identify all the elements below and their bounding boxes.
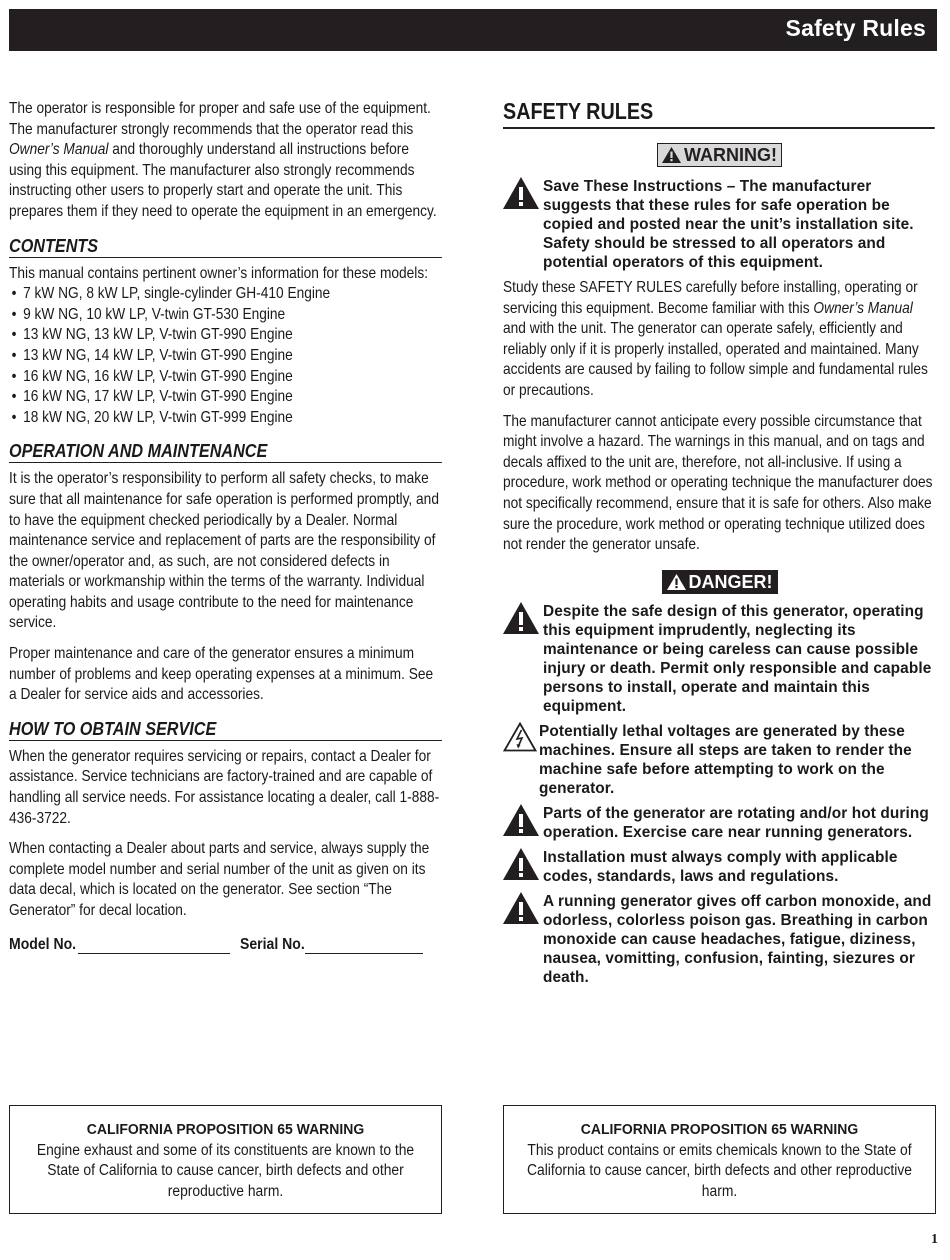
prop65-title: CALIFORNIA PROPOSITION 65 WARNING — [580, 1121, 859, 1138]
model-list — [9, 284, 442, 428]
list-item — [9, 305, 442, 326]
electric-shock-icon — [503, 722, 537, 752]
warning-triangle-icon — [667, 574, 686, 590]
warning-badge — [657, 143, 782, 167]
intro-paragraph — [9, 99, 442, 223]
page-title: Safety Rules — [785, 15, 926, 41]
list-item — [9, 284, 442, 305]
danger-alert-5 — [503, 892, 936, 987]
model-serial-fields — [9, 932, 442, 954]
study-paragraph — [503, 278, 936, 402]
prop65-title: CALIFORNIA PROPOSITION 65 WARNING — [86, 1121, 365, 1138]
warning-triangle-icon — [503, 804, 539, 836]
warning-triangle-icon — [662, 147, 681, 163]
study-text-2: and with the unit. The generator can operate safely, efficiently and reliably only if it is properly installed, operated and maintained. Many accidents are caused by failing to follow simple and fundamental rules or precautions. — [503, 320, 928, 399]
warning-triangle-icon — [503, 848, 539, 880]
bullet: • — [11, 285, 17, 303]
danger-badge-label: DANGER! — [688, 571, 773, 592]
list-item — [9, 387, 442, 408]
danger-alert-text: Despite the safe design of this generator, operating this equipment imprudently, neglecting its maintenance or being careless can cause possible injury or death. Permit only responsible and capable persons to install, operate and maintain this equipment. — [543, 602, 932, 715]
header-bar — [9, 9, 937, 51]
bullet: • — [11, 305, 17, 323]
warning-triangle-icon — [503, 177, 539, 209]
list-item — [9, 346, 442, 367]
warning-triangle-icon — [503, 602, 539, 634]
list-item — [9, 367, 442, 388]
intro-text-2: and thoroughly understand all instructions before using this equipment. The manufacturer also strongly recommends instructing other users to properly start and operate the unit. This prepares them if they need to operate the equipment in an emergency. — [9, 141, 437, 220]
model-text: 16 kW NG, 17 kW LP, V-twin GT-990 Engine — [23, 388, 293, 406]
model-number-label: Model No. — [9, 935, 77, 953]
right-column — [503, 96, 936, 993]
operation-paragraph-2: Proper maintenance and care of the generator ensures a minimum number of problems and keep operating expenses at a minimum. See a Dealer for service aids and accessories. — [9, 645, 434, 704]
serial-number-label: Serial No. — [239, 935, 305, 953]
service-paragraph-2: When contacting a Dealer about parts and service, always supply the complete model number and serial number of the unit as given on its data decal, which is located on the generator. See section “The Generator” for decal location. — [9, 840, 430, 919]
bullet: • — [11, 326, 17, 344]
model-text: 13 kW NG, 14 kW LP, V-twin GT-990 Engine — [23, 346, 293, 364]
danger-alert-3 — [503, 804, 936, 842]
serial-number-field[interactable] — [305, 935, 423, 954]
model-text: 9 kW NG, 10 kW LP, V-twin GT-530 Engine — [23, 305, 286, 323]
model-text: 18 kW NG, 20 kW LP, V-twin GT-999 Engine — [23, 408, 293, 426]
prop65-text: This product contains or emits chemicals known to the State of California to cause cancer, birth defects and other reproductive harm. — [526, 1141, 912, 1200]
danger-alert-text: A running generator gives off carbon monoxide, and odorless, colorless poison gas. Breathing in carbon monoxide can cause headaches, fatigue, diziness, nausea, vomitting, confusion, fainting, siezures or death. — [543, 892, 932, 986]
bullet: • — [11, 388, 17, 406]
anticipate-paragraph: The manufacturer cannot anticipate every possible circumstance that might involve a hazard. The warnings in this manual, and on tags and decals affixed to the unit are, therefore, not all-inclusive. If using a procedure, work method or operating technique the manufacturer does not specifically recommend, ensure that it is safe for others. Also make sure the procedure, work method or operating technique utilized does not render the generator unsafe. — [503, 412, 933, 554]
intro-text-1: The operator is responsible for proper and safe use of the equipment. The manufacturer strongly recommends that the operator read this — [9, 100, 431, 138]
warning-alert — [503, 177, 936, 272]
danger-alert-1 — [503, 602, 936, 716]
danger-badge-wrap — [503, 570, 936, 594]
warning-alert-text: Save These Instructions – The manufacturer suggests that these rules for safe operation be copied and posted near the unit’s installation site. Safety should be stressed to all operators and potential operators of this equipment. — [543, 178, 914, 271]
contents-intro: This manual contains pertinent owner’s information for these models: — [9, 264, 429, 282]
bullet: • — [11, 367, 17, 385]
study-text-1: Study these SAFETY RULES carefully before installing, operating or servicing this equipment. Become familiar with this — [503, 279, 918, 317]
safety-rules-heading: SAFETY RULES — [503, 96, 935, 129]
model-text: 7 kW NG, 8 kW LP, single-cylinder GH-410 Engine — [23, 285, 331, 303]
left-column — [9, 99, 442, 954]
warning-badge-wrap — [503, 143, 936, 167]
danger-alert-4 — [503, 848, 936, 886]
danger-alert-text: Potentially lethal voltages are generated by these machines. Ensure all steps are taken to render the machine safe before attempting to work on the generator. — [539, 722, 912, 797]
bullet: • — [11, 408, 17, 426]
danger-badge — [662, 570, 778, 594]
operation-heading: OPERATION AND MAINTENANCE — [9, 440, 442, 463]
warning-badge-label: WARNING! — [684, 145, 777, 165]
model-number-field[interactable] — [78, 935, 230, 954]
intro-manual-title: Owner’s Manual — [9, 141, 109, 159]
service-paragraph-1: When the generator requires servicing or repairs, contact a Dealer for assistance. Service technicians are factory-trained and are capable of handling all service needs. For assistance locating a dealer, call 1-888-436-3722. — [9, 747, 440, 827]
contents-heading: CONTENTS — [9, 235, 442, 258]
prop65-box-left — [9, 1105, 442, 1214]
page-number: 1 — [931, 1232, 938, 1247]
danger-alert-2 — [503, 722, 936, 798]
danger-alert-text: Parts of the generator are rotating and/or hot during operation. Exercise care near running generators. — [543, 804, 929, 841]
operation-paragraph-1: It is the operator’s responsibility to perform all safety checks, to make sure that all maintenance for safe operation is performed promptly, and to have the equipment checked periodically by a Dealer. Normal maintenance service and replacement of parts are the responsibility of the owner/operator and, as such, are not considered defects in materials or workmanship within the terms of the warranty. Individual operating habits and usage contribute to the need for maintenance service. — [9, 470, 439, 632]
service-heading: HOW TO OBTAIN SERVICE — [9, 718, 442, 741]
list-item — [9, 325, 442, 346]
model-text: 16 kW NG, 16 kW LP, V-twin GT-990 Engine — [23, 367, 293, 385]
study-manual-title: Owner’s Manual — [813, 299, 913, 317]
list-item — [9, 408, 442, 429]
bullet: • — [11, 346, 17, 364]
danger-alert-text: Installation must always comply with applicable codes, standards, laws and regulations. — [543, 848, 898, 885]
model-text: 13 kW NG, 13 kW LP, V-twin GT-990 Engine — [23, 326, 293, 344]
prop65-text: Engine exhaust and some of its constituents are known to the State of California to cause cancer, birth defects and other reproductive harm. — [36, 1141, 415, 1200]
prop65-box-right — [503, 1105, 936, 1214]
warning-triangle-icon — [503, 892, 539, 924]
